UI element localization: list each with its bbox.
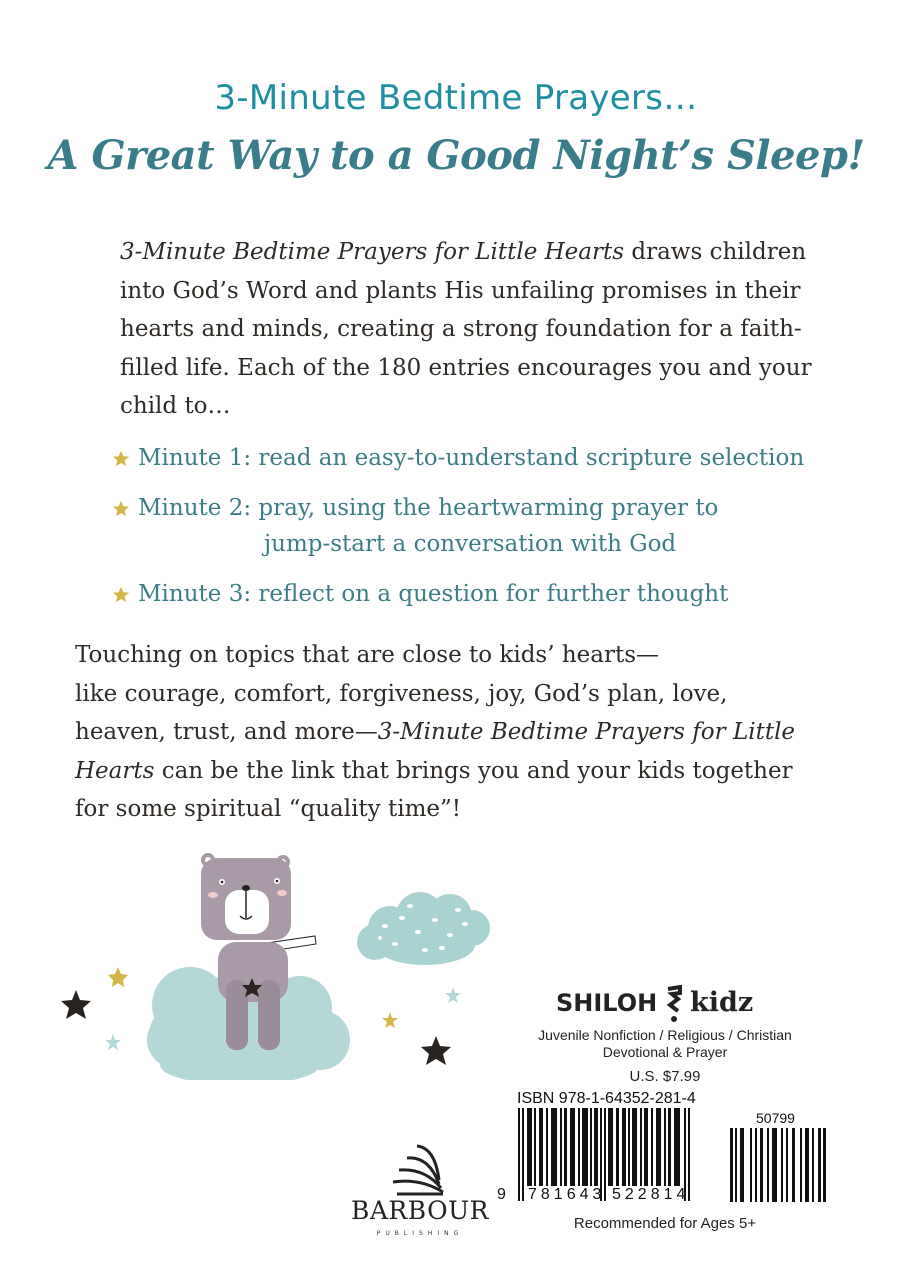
category-line1: Juvenile Nonfiction / Religious / Christian: [538, 1027, 792, 1043]
closing-line: for some spiritual “quality time”!: [75, 796, 462, 822]
book-title-italic: 3-Minute Bedtime Prayers for Little Hearts: [120, 239, 625, 265]
gold-star-icon: [112, 586, 130, 604]
minute-list: [112, 440, 872, 626]
minute-text-continued: jump-start a conversation with God: [264, 531, 677, 557]
minute-label: Minute 3:: [138, 581, 252, 607]
gold-star-icon: [112, 450, 130, 468]
intro-line: [120, 233, 820, 272]
minute-text: read an easy-to-understand scripture selection: [258, 445, 805, 471]
subheadline: A Great Way to a Good Night’s Sleep!: [47, 132, 865, 179]
publisher-sub: PUBLISHING: [376, 1230, 464, 1237]
closing-line: like courage, comfort, forgiveness, joy, God’s plan, love,: [75, 680, 728, 707]
closing-line: [75, 713, 835, 752]
book-title-italic: Hearts: [75, 757, 155, 784]
price-code: 50799: [756, 1110, 795, 1126]
imprint-right: kidz: [690, 987, 754, 1018]
minute-item: [112, 440, 872, 476]
price: U.S. $7.99: [629, 1068, 701, 1085]
isbn-label: ISBN 978-1-64352-281-4: [517, 1090, 696, 1107]
mint-star-icon: [105, 1034, 121, 1050]
minute-label: Minute 1:: [138, 445, 252, 471]
mint-star-icon: [445, 987, 461, 1003]
minute-label: Minute 2:: [138, 495, 252, 521]
minute-text: reflect on a question for further thought: [258, 581, 729, 607]
imprint-left: SHILOH: [556, 989, 658, 1017]
minute-item: [112, 490, 872, 562]
minute-item: [112, 576, 872, 612]
barcode-group1: 781643: [528, 1186, 606, 1203]
publisher-name: BARBOUR: [351, 1196, 489, 1225]
barcode-group2: 522814: [612, 1186, 690, 1203]
headline: 3-Minute Bedtime Prayers…: [214, 78, 698, 118]
closing-line: [75, 752, 835, 791]
closing-paragraph: [75, 636, 835, 829]
shiloh-kidz-logo: [556, 985, 786, 1025]
category-line2: Devotional & Prayer: [602, 1044, 728, 1060]
gold-star-icon: [108, 967, 128, 987]
intro-line: hearts and minds, creating a strong foundation for a faith-: [120, 316, 802, 342]
black-star-icon: [61, 990, 91, 1019]
gold-star-icon: [382, 1012, 398, 1028]
gold-star-icon: [112, 500, 130, 518]
black-star-icon: [421, 1036, 451, 1065]
closing-text: heaven, trust, and more—: [75, 719, 378, 745]
shiloh-mark-icon: [664, 985, 684, 1025]
price-barcode: [730, 1120, 826, 1202]
bear-on-cloud-illustration: [40, 840, 500, 1080]
intro-paragraph: [120, 233, 820, 426]
book-title-italic: 3-Minute Bedtime Prayers for Little: [377, 719, 796, 745]
closing-line: Touching on topics that are close to kids’ hearts—: [75, 642, 660, 668]
intro-line: filled life. Each of the 180 entries encourages you and your: [120, 354, 812, 381]
age-recommendation: Recommended for Ages 5+: [573, 1215, 757, 1232]
intro-line: into God’s Word and plants His unfailing promises in their: [120, 277, 801, 304]
intro-line: child to…: [120, 393, 231, 419]
dotted-cloud-icon: [357, 892, 490, 965]
closing-text: can be the link that brings you and your kids together: [154, 757, 793, 784]
open-book-icon: [385, 1142, 455, 1197]
intro-text: draws children: [624, 239, 807, 265]
barcode-lead-digit: 9: [497, 1186, 510, 1203]
minute-text: pray, using the heartwarming prayer to: [258, 495, 719, 521]
barbour-publishing-logo: [340, 1130, 500, 1260]
